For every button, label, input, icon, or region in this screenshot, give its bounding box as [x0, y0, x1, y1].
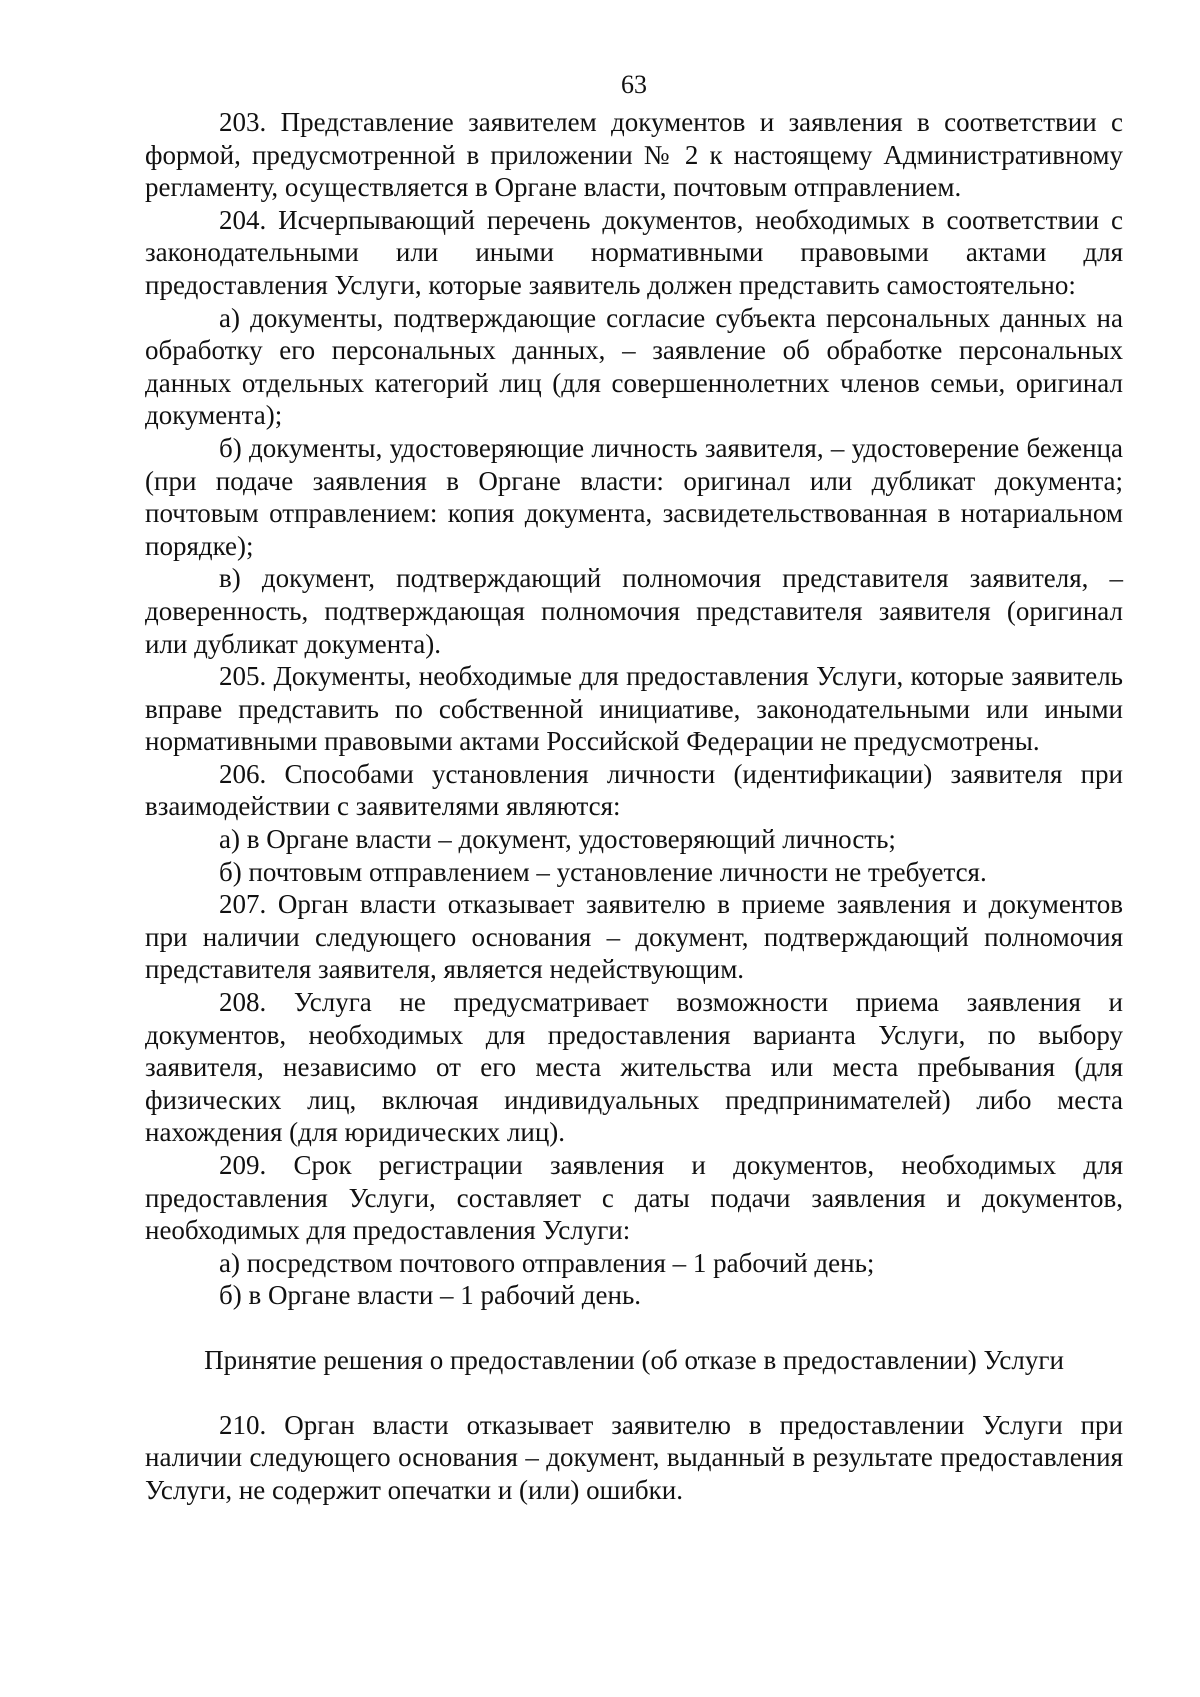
paragraph-203: 203. Представление заявителем документов и заявления в соответствии с формой, предусмотренной в приложении № 2 к настоящему Административному регламенту, осуществляется в Органе власти, почтовым отправлением. [145, 107, 1123, 203]
section-heading: Принятие решения о предоставлении (об отказе в предоставлении) Услуги [204, 1344, 1064, 1375]
paragraph-204: 204. Исчерпывающий перечень документов, необходимых в соответствии с законодательными или иными нормативными правовыми актами для предоставления Услуги, которые заявитель должен представить самостоятельно: [145, 204, 1123, 300]
paragraph-208: 208. Услуга не предусматривает возможности приема заявления и документов, необходимых для предоставления варианта Услуги, по выбору заявителя, независимо от его места жительства или места пребывания (для физических лиц, включая индивидуальных предпринимателей) либо места нахождения (для юридических лиц). [145, 987, 1123, 1148]
paragraph-206: 206. Способами установления личности (идентификации) заявителя при взаимодействии с заявителями являются: [145, 758, 1123, 822]
paragraph-204-item-v: в) документ, подтверждающий полномочия представителя заявителя, – доверенность, подтверждающая полномочия представителя заявителя (оригинал или дубликат документа). [145, 563, 1123, 659]
paragraph-205: 205. Документы, необходимые для предоставления Услуги, которые заявитель вправе представить по собственной инициативе, законодательными или иными нормативными правовыми актами Российской Федерации не предусмотрены. [145, 661, 1123, 757]
paragraph-209-item-b: б) в Органе власти – 1 рабочий день. [219, 1280, 642, 1311]
paragraph-206-item-b: б) почтовым отправлением – установление личности не требуется. [219, 856, 987, 887]
paragraph-209: 209. Срок регистрации заявления и документов, необходимых для предоставления Услуги, составляет с даты подачи заявления и документов, необходимых для предоставления Услуги: [145, 1150, 1123, 1246]
paragraph-207: 207. Орган власти отказывает заявителю в приеме заявления и документов при наличии следующего основания – документ, подтверждающий полномочия представителя заявителя, является недействующим. [145, 889, 1123, 985]
paragraph-204-item-a: а) документы, подтверждающие согласие субъекта персональных данных на обработку его персональных данных, – заявление об обработке персональных данных отдельных категорий лиц (для совершеннолетних членов семьи, оригинал документа); [145, 302, 1123, 431]
paragraph-204-item-b: б) документы, удостоверяющие личность заявителя, – удостоверение беженца (при подаче заявления в Органе власти: оригинал или дубликат документа; почтовым отправлением: копия документа, засвидетельствованная в нотариальном порядке); [145, 432, 1123, 561]
paragraph-209-item-a: а) посредством почтового отправления – 1 рабочий день; [219, 1247, 875, 1278]
paragraph-206-item-a: а) в Органе власти – документ, удостоверяющий личность; [219, 824, 896, 855]
document-page [145, 70, 1123, 1506]
paragraph-210: 210. Орган власти отказывает заявителю в предоставлении Услуги при наличии следующего основания – документ, выданный в результате предоставления Услуги, не содержит опечатки и (или) ошибки. [145, 1409, 1123, 1505]
page-number: 63 [621, 70, 647, 99]
